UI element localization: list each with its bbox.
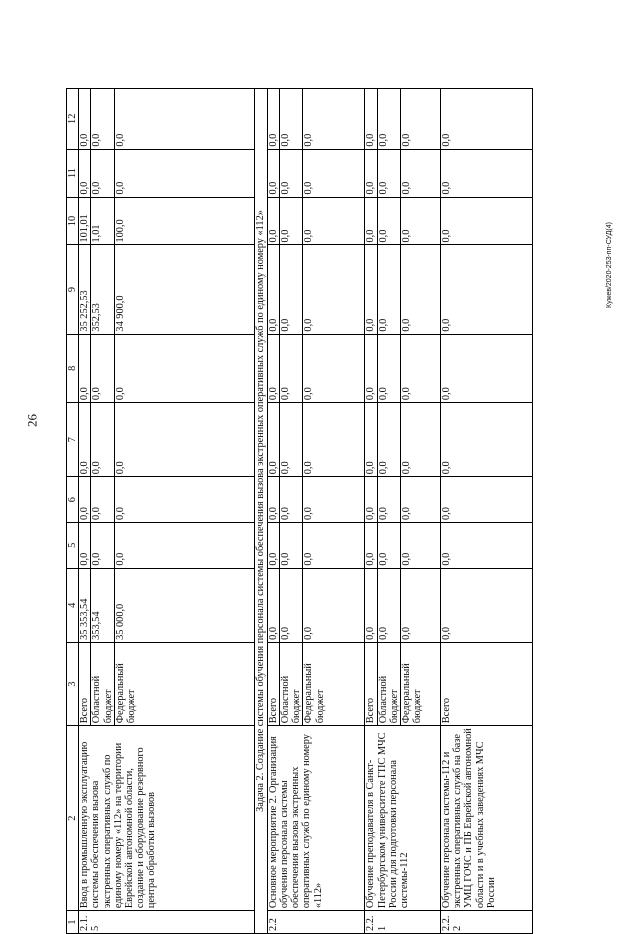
- value-cell: 1,01: [91, 197, 114, 245]
- value-cell: 0,0: [91, 403, 114, 477]
- value-cell: 0,0: [114, 149, 254, 197]
- table-body: [67, 89, 533, 934]
- value-cell: 0,0: [267, 245, 279, 334]
- funding-source: Федеральный бюджет: [114, 642, 254, 725]
- value-cell: 0,0: [91, 149, 114, 197]
- value-cell: 0,0: [401, 197, 441, 245]
- value-cell: 0,0: [91, 522, 114, 568]
- funding-source: Областной бюджет: [91, 642, 114, 725]
- value-cell: 101,01: [79, 197, 91, 245]
- value-cell: 0,0: [377, 197, 400, 245]
- value-cell: 34 900,0: [114, 245, 254, 334]
- value-cell: 0,0: [79, 149, 91, 197]
- funding-source: Всего: [365, 642, 377, 725]
- value-cell: 0,0: [441, 89, 533, 150]
- value-cell: 0,0: [441, 568, 533, 642]
- document-reference: Кужев/2020-253-пп-СУД(4): [606, 222, 613, 308]
- value-cell: 35 252,53: [79, 245, 91, 334]
- value-cell: 0,0: [441, 149, 533, 197]
- value-cell: 0,0: [303, 477, 365, 523]
- value-cell: 0,0: [280, 197, 303, 245]
- column-header: 10: [67, 197, 79, 245]
- budget-table-container: [66, 54, 516, 934]
- value-cell: 0,0: [79, 477, 91, 523]
- table-row: [441, 89, 533, 934]
- value-cell: 0,0: [79, 403, 91, 477]
- value-cell: 0,0: [303, 568, 365, 642]
- value-cell: 0,0: [441, 334, 533, 403]
- funding-source: Федеральный бюджет: [401, 642, 441, 725]
- value-cell: 0,0: [267, 477, 279, 523]
- value-cell: 0,0: [280, 522, 303, 568]
- value-cell: 35 000,0: [114, 568, 254, 642]
- task-heading: Задача 2. Создание системы обучения персонала системы обеспечения вызова экстренных оперативных служб по единому номеру «112»: [254, 89, 267, 934]
- funding-source: Всего: [267, 642, 279, 725]
- value-cell: 0,0: [365, 334, 377, 403]
- value-cell: 353,54: [91, 568, 114, 642]
- value-cell: 0,0: [365, 149, 377, 197]
- value-cell: 0,0: [401, 334, 441, 403]
- value-cell: 0,0: [267, 89, 279, 150]
- value-cell: 0,0: [79, 89, 91, 150]
- column-header: 3: [67, 642, 79, 725]
- column-header: 5: [67, 522, 79, 568]
- column-header: 2: [67, 726, 79, 911]
- value-cell: 0,0: [280, 245, 303, 334]
- value-cell: 0,0: [267, 334, 279, 403]
- value-cell: 0,0: [91, 89, 114, 150]
- value-cell: 0,0: [303, 149, 365, 197]
- value-cell: 0,0: [267, 403, 279, 477]
- value-cell: 0,0: [377, 149, 400, 197]
- item-description: Основное мероприятие 2. Организация обучения персонала системы обеспечения вызова экстренных оперативных служб по единому номеру «112»: [267, 726, 365, 911]
- table-row: [365, 89, 377, 934]
- value-cell: 0,0: [79, 334, 91, 403]
- value-cell: 0,0: [267, 568, 279, 642]
- table-row: [79, 89, 91, 934]
- budget-table: [66, 88, 533, 934]
- item-description: Обучение персонала системы-112 и экстренных оперативных служб на базе УМЦ ГОЧС и ПБ Еврейской автономной области и в учебных заведениях МЧС России: [441, 726, 533, 911]
- value-cell: 0,0: [267, 149, 279, 197]
- value-cell: 0,0: [303, 89, 365, 150]
- page-number: 26: [24, 414, 40, 427]
- value-cell: 0,0: [377, 403, 400, 477]
- value-cell: 0,0: [377, 568, 400, 642]
- task-row: [254, 89, 267, 934]
- value-cell: 0,0: [377, 477, 400, 523]
- value-cell: 0,0: [280, 89, 303, 150]
- value-cell: 0,0: [365, 568, 377, 642]
- value-cell: 0,0: [365, 477, 377, 523]
- header-row: [67, 89, 79, 934]
- value-cell: 0,0: [114, 522, 254, 568]
- column-header: 9: [67, 245, 79, 334]
- column-header: 11: [67, 149, 79, 197]
- value-cell: 0,0: [365, 522, 377, 568]
- value-cell: 352,53: [91, 245, 114, 334]
- value-cell: 0,0: [280, 149, 303, 197]
- value-cell: 0,0: [377, 334, 400, 403]
- value-cell: 0,0: [377, 522, 400, 568]
- table-row: [267, 89, 279, 934]
- funding-source: Всего: [441, 642, 533, 725]
- value-cell: 0,0: [377, 89, 400, 150]
- column-header: 6: [67, 477, 79, 523]
- value-cell: 0,0: [365, 245, 377, 334]
- value-cell: 0,0: [365, 403, 377, 477]
- value-cell: 0,0: [365, 197, 377, 245]
- value-cell: 0,0: [280, 334, 303, 403]
- item-number: 2.2.1: [365, 911, 441, 934]
- funding-source: Областной бюджет: [280, 642, 303, 725]
- value-cell: 0,0: [441, 197, 533, 245]
- value-cell: 0,0: [303, 197, 365, 245]
- value-cell: 0,0: [303, 334, 365, 403]
- column-header: 8: [67, 334, 79, 403]
- column-header: 7: [67, 403, 79, 477]
- item-number: 2.2: [267, 911, 365, 934]
- value-cell: 100,0: [114, 197, 254, 245]
- value-cell: 0,0: [114, 89, 254, 150]
- value-cell: 0,0: [114, 403, 254, 477]
- value-cell: 0,0: [401, 149, 441, 197]
- value-cell: 0,0: [401, 245, 441, 334]
- value-cell: 0,0: [401, 568, 441, 642]
- value-cell: 0,0: [401, 403, 441, 477]
- value-cell: 0,0: [303, 522, 365, 568]
- value-cell: 0,0: [401, 89, 441, 150]
- value-cell: 0,0: [303, 403, 365, 477]
- value-cell: 0,0: [114, 334, 254, 403]
- column-header: 1: [67, 911, 79, 934]
- funding-source: Областной бюджет: [377, 642, 400, 725]
- item-description: Ввод в промышленную эксплуатацию системы обеспечения вызова экстренных оперативных служб по единому номеру «112» на территории Еврейской автономной области, создание и оборудование резервного центра обработки вызовов: [79, 726, 255, 911]
- value-cell: 0,0: [377, 245, 400, 334]
- value-cell: 0,0: [441, 477, 533, 523]
- value-cell: 0,0: [114, 477, 254, 523]
- value-cell: 0,0: [441, 522, 533, 568]
- item-description: Обучение преподавателя в Санкт-Петербургском университете ГПС МЧС России для подготовки персонала системы-112: [365, 726, 441, 911]
- funding-source: Федеральный бюджет: [303, 642, 365, 725]
- value-cell: 0,0: [91, 477, 114, 523]
- value-cell: 0,0: [91, 334, 114, 403]
- value-cell: 0,0: [401, 522, 441, 568]
- column-header: 4: [67, 568, 79, 642]
- value-cell: 0,0: [365, 89, 377, 150]
- value-cell: 35 353,54: [79, 568, 91, 642]
- value-cell: 0,0: [280, 403, 303, 477]
- item-number: 2.2.2: [441, 911, 533, 934]
- value-cell: 0,0: [401, 477, 441, 523]
- value-cell: 0,0: [280, 568, 303, 642]
- column-header: 12: [67, 89, 79, 150]
- value-cell: 0,0: [441, 245, 533, 334]
- value-cell: 0,0: [79, 522, 91, 568]
- value-cell: 0,0: [441, 403, 533, 477]
- value-cell: 0,0: [267, 522, 279, 568]
- value-cell: 0,0: [303, 245, 365, 334]
- funding-source: Всего: [79, 642, 91, 725]
- value-cell: 0,0: [267, 197, 279, 245]
- value-cell: 0,0: [280, 477, 303, 523]
- item-number: 2.1.5: [79, 911, 255, 934]
